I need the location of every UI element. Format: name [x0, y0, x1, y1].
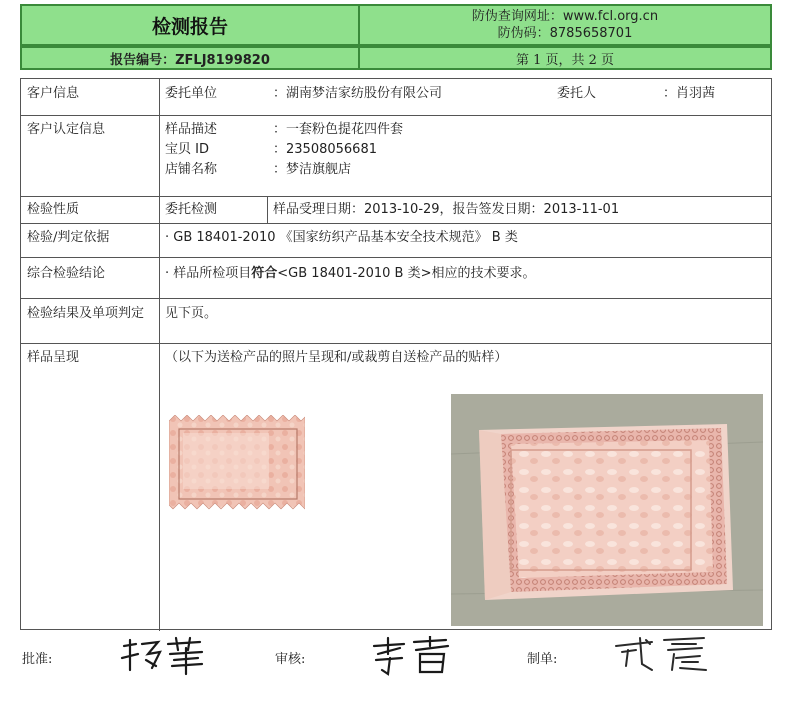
row-divider [21, 257, 771, 258]
item-id-key: 宝贝 ID [165, 142, 209, 157]
inspection-nature-value: 委托检测 [165, 202, 218, 217]
approve-label: 批准: [22, 652, 53, 667]
anti-counterfeit-box [358, 4, 772, 46]
report-table [20, 78, 772, 630]
inspection-nature-label: 检验性质 [27, 202, 80, 217]
client-unit-value: ：湖南梦洁家纺股份有限公司 [273, 86, 443, 101]
result-value: 见下页。 [165, 306, 218, 321]
inspection-dates: 样品受理日期：2013-10-29，报告签发日期：2013-11-01 [273, 202, 620, 217]
page-info: 第 1 页，共 2 页 [358, 46, 772, 70]
basis-value: · GB 18401-2010 《国家纺织产品基本安全技术规范》 B 类 [165, 230, 518, 245]
make-label: 制单: [527, 652, 558, 667]
row-divider [21, 343, 771, 344]
conclusion-verdict: 符合 [251, 266, 278, 281]
make-signature [612, 634, 712, 674]
conclusion-prefix: · 样品所检项目 [165, 266, 252, 281]
report-number: 报告编号：ZFLJ8199820 [20, 46, 360, 70]
customer-confirm-label: 客户认定信息 [27, 122, 106, 137]
sample-label: 样品呈现 [27, 350, 80, 365]
column-divider [159, 79, 160, 631]
client-info-label: 客户信息 [27, 86, 80, 101]
item-id-value: ：23508056681 [273, 142, 377, 157]
shop-name-value: ：梦洁旗舰店 [273, 162, 352, 177]
sample-desc-value: ：一套粉色提花四件套 [273, 122, 404, 137]
result-label: 检验结果及单项判定 [27, 306, 145, 321]
anti-counterfeit-url[interactable]: 防伪查询网址：www.fcl.org.cn [471, 9, 659, 24]
row-divider [21, 196, 771, 197]
fabric-swatch-image [169, 415, 305, 511]
report-title: 检测报告 [20, 4, 360, 46]
column-divider [267, 196, 268, 223]
row-divider [21, 115, 771, 116]
client-unit-label: 委托单位 [165, 86, 218, 101]
basis-label: 检验/判定依据 [27, 230, 110, 245]
shop-name-key: 店铺名称 [165, 162, 218, 177]
conclusion-label: 综合检验结论 [27, 266, 106, 281]
conclusion-suffix: <GB 18401-2010 B 类>相应的技术要求。 [277, 266, 536, 281]
row-divider [21, 223, 771, 224]
review-signature [370, 636, 452, 676]
sample-desc-key: 样品描述 [165, 122, 218, 137]
client-person-label: 委托人 [557, 86, 597, 101]
sample-note: （以下为送检产品的照片呈现和/或裁剪自送检产品的贴样） [165, 350, 508, 365]
client-person-value: ：肖羽茜 [663, 86, 716, 101]
conclusion-value [165, 265, 536, 283]
row-divider [21, 298, 771, 299]
anti-counterfeit-code: 防伪码：8785658701 [497, 26, 633, 41]
approve-signature [118, 636, 208, 676]
product-photo [451, 394, 763, 626]
review-label: 审核: [275, 652, 306, 667]
product-photo-image [451, 394, 763, 626]
